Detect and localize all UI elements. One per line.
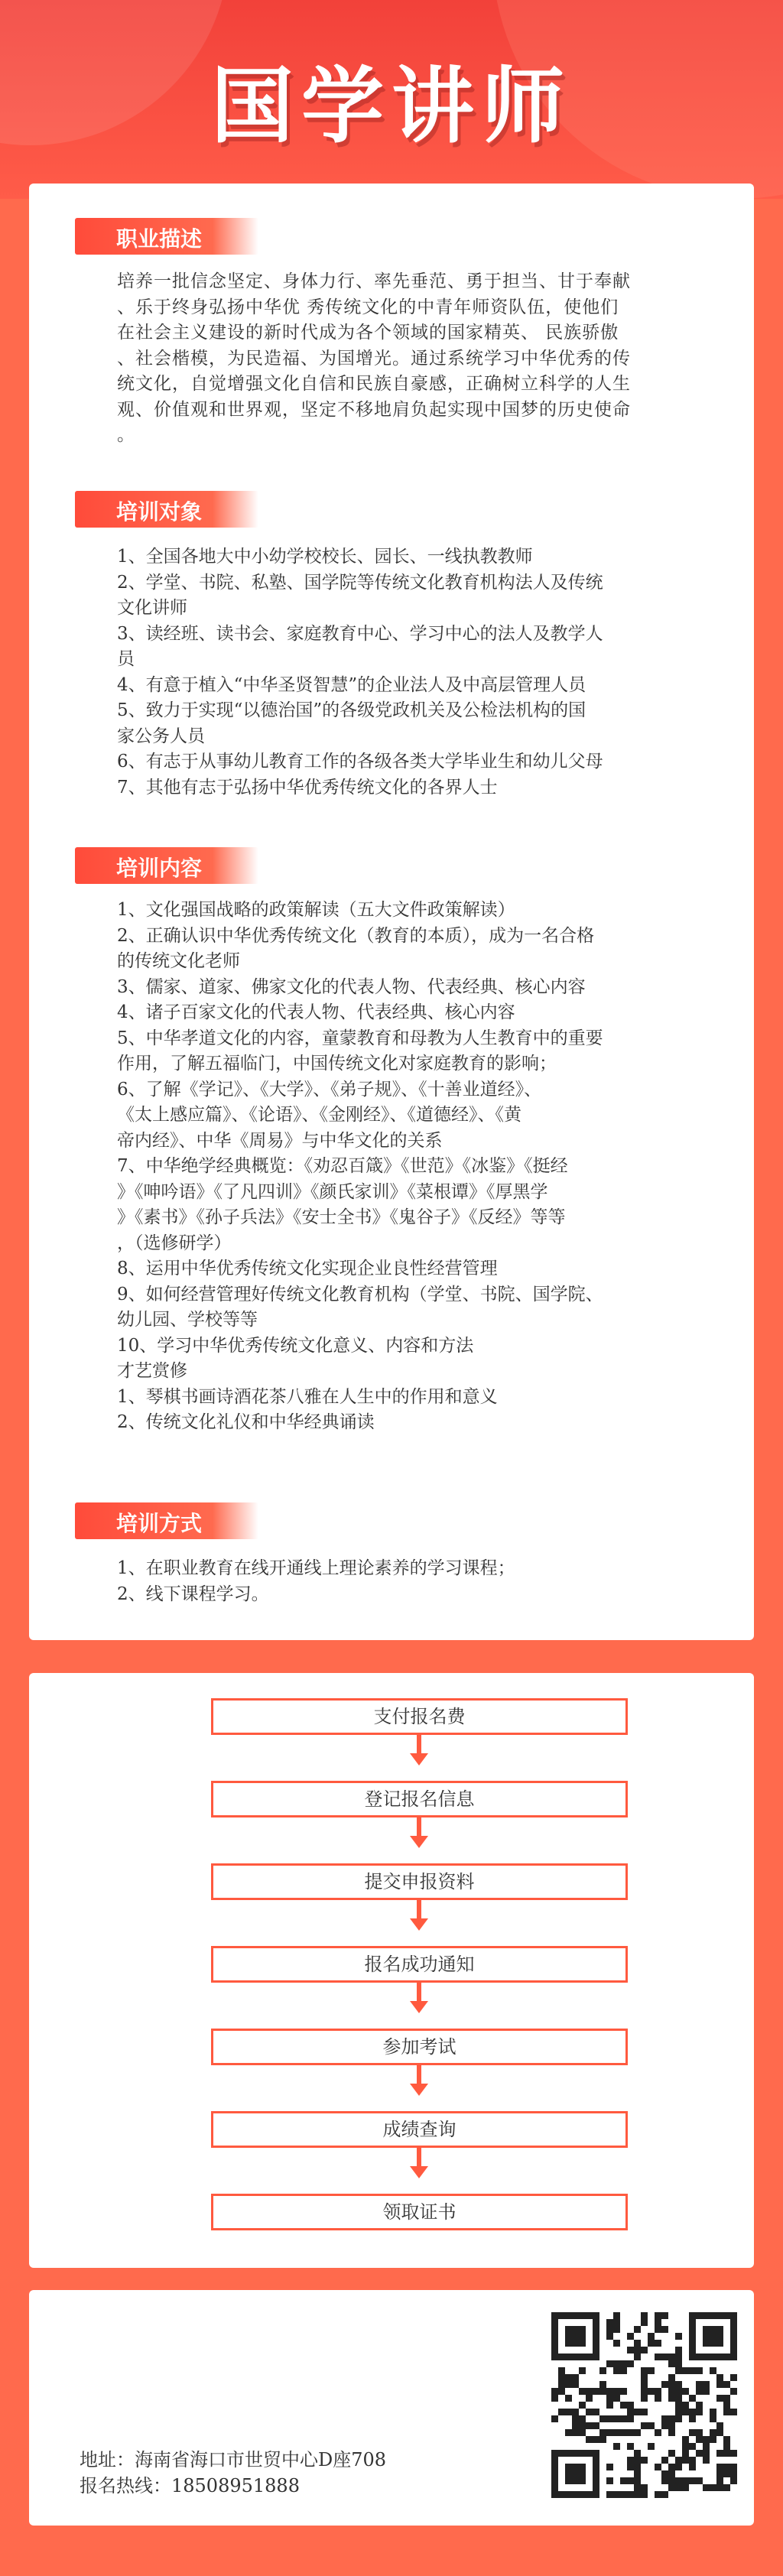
list-item: 7、其他有志于弘扬中华优秀传统文化的各界人士 [117,777,498,797]
list-item: 帝内经》、中华《周易》与中华文化的关系 [117,1130,443,1151]
text-line: 。 [117,425,135,445]
page-title: 国学讲师 [210,59,572,154]
section-title: 职业描述 [116,226,203,252]
list-item: 2、传统文化礼仪和中华经典诵读 [117,1412,375,1432]
list-item: 2、正确认识中华优秀传统文化（教育的本质），成为一名合格 [117,925,595,946]
flow-step-submit: 提交申报资料 [211,1863,628,1900]
section-header-audience [75,491,258,528]
list-item: 7、中华绝学经典概览：《劝忍百箴》《世范》《冰鉴》《挺经 [117,1156,568,1176]
list-item: 员 [117,649,135,669]
list-item: 》《呻吟语》《了凡四训》《颜氏家训》《菜根谭》《厚黑学 [117,1181,548,1202]
flow-step-exam: 参加考试 [211,2029,628,2065]
list-item: 3、儒家、道家、佛家文化的代表人物、代表经典、核心内容 [117,976,586,997]
list-item: 1、琴棋书画诗酒花茶八雅在人生中的作用和意义 [117,1386,498,1407]
text-line: 、乐于终身弘扬中华优 秀传统文化的中青年师资队伍，使他们 [117,297,619,317]
section-title: 培训内容 [116,856,203,881]
list-item: 作用，了解五福临门，中国传统文化对家庭教育的影响； [117,1054,557,1074]
list-item: 10、学习中华优秀传统文化意义、内容和方法 [117,1335,474,1356]
text-line: 统文化，自觉增强文化自信和民族自豪感，正确树立科学的人生 [117,374,631,394]
list-item: ，（选修研学） [117,1233,232,1253]
list-item: 9、如何经营管理好传统文化教育机构（学堂、书院、国学院、 [117,1284,603,1304]
section-title: 培训方式 [116,1511,203,1536]
info-card [29,184,754,1640]
flow-step-pay-fee: 支付报名费 [211,1698,628,1735]
address-text: 地址：海南省海口市世贸中心D座708 [80,2449,387,2470]
list-item: 》《素书》《孙子兵法》《安士全书》《鬼谷子》《反经》等等 [117,1207,566,1227]
list-item: 2、线下课程学习。 [117,1584,269,1604]
hero-banner [0,0,783,199]
list-item: 1、文化强国战略的政策解读（五大文件政策解读） [117,900,515,920]
hotline-text: 报名热线：18508951888 [80,2475,300,2496]
text-line: 培养一批信念坚定、身体力行、率先垂范、勇于担当、甘于奉献 [117,271,631,291]
flow-step-register: 登记报名信息 [211,1781,628,1817]
flow-step-score: 成绩查询 [211,2111,628,2148]
list-item: 6、了解《学记》、《大学》、《弟子规》、《十善业道经》、 [117,1079,542,1100]
list-item: 才艺赏修 [117,1361,187,1381]
section-header-content [75,847,258,884]
section-header-description [75,218,258,255]
list-item: 幼儿园、学校等等 [117,1310,258,1330]
text-line: 观、价值观和世界观，坚定不移地肩负起实现中国梦的历史使命 [117,399,631,420]
list-item: 1、在职业教育在线开通线上理论素养的学习课程； [117,1558,515,1578]
list-item: 家公务人员 [117,726,205,746]
process-card [29,1673,754,2268]
list-item: 5、中华孝道文化的内容，童蒙教育和母教为人生教育中的重要 [117,1028,603,1048]
list-item: 2、学堂、书院、私塾、国学院等传统文化教育机构法人及传统 [117,572,603,593]
flow-step-notify: 报名成功通知 [211,1946,628,1983]
qr-code-icon [547,2308,742,2505]
list-item: 4、诸子百家文化的代表人物、代表经典、核心内容 [117,1002,515,1022]
method-list [117,1556,717,1607]
section-title: 培训对象 [116,499,203,525]
text-line: 、社会楷模，为民造福、为国增光。通过系统学习中华优秀的传 [117,348,631,369]
section-header-method [75,1502,258,1539]
list-item: 1、全国各地大中小幼学校校长、园长、一线执教教师 [117,547,533,567]
audience-list [117,544,717,801]
list-item: 4、有意于植入“中华圣贤智慧”的企业法人及中高层管理人员 [117,674,586,695]
flow-step-certificate: 领取证书 [211,2194,628,2230]
list-item: 《太上感应篇》、《论语》、《金刚经》、《道德经》、《黄 [117,1105,521,1125]
list-item: 3、读经班、读书会、家庭教育中心、学习中心的法人及教学人 [117,623,603,644]
list-item: 的传统文化老师 [117,951,240,971]
list-item: 文化讲师 [117,598,187,618]
text-line: 在社会主义建设的新时代成为各个领域的国家精英、 民族骄傲 [117,323,619,343]
list-item: 5、致力于实现“以德治国”的各级党政机关及公检法机构的国 [117,700,586,720]
list-item: 6、有志于从事幼儿教育工作的各级各类大学毕业生和幼儿父母 [117,752,603,772]
description-text [117,269,717,449]
content-list [117,898,717,1436]
list-item: 8、运用中华优秀传统文化实现企业良性经营管理 [117,1259,498,1278]
